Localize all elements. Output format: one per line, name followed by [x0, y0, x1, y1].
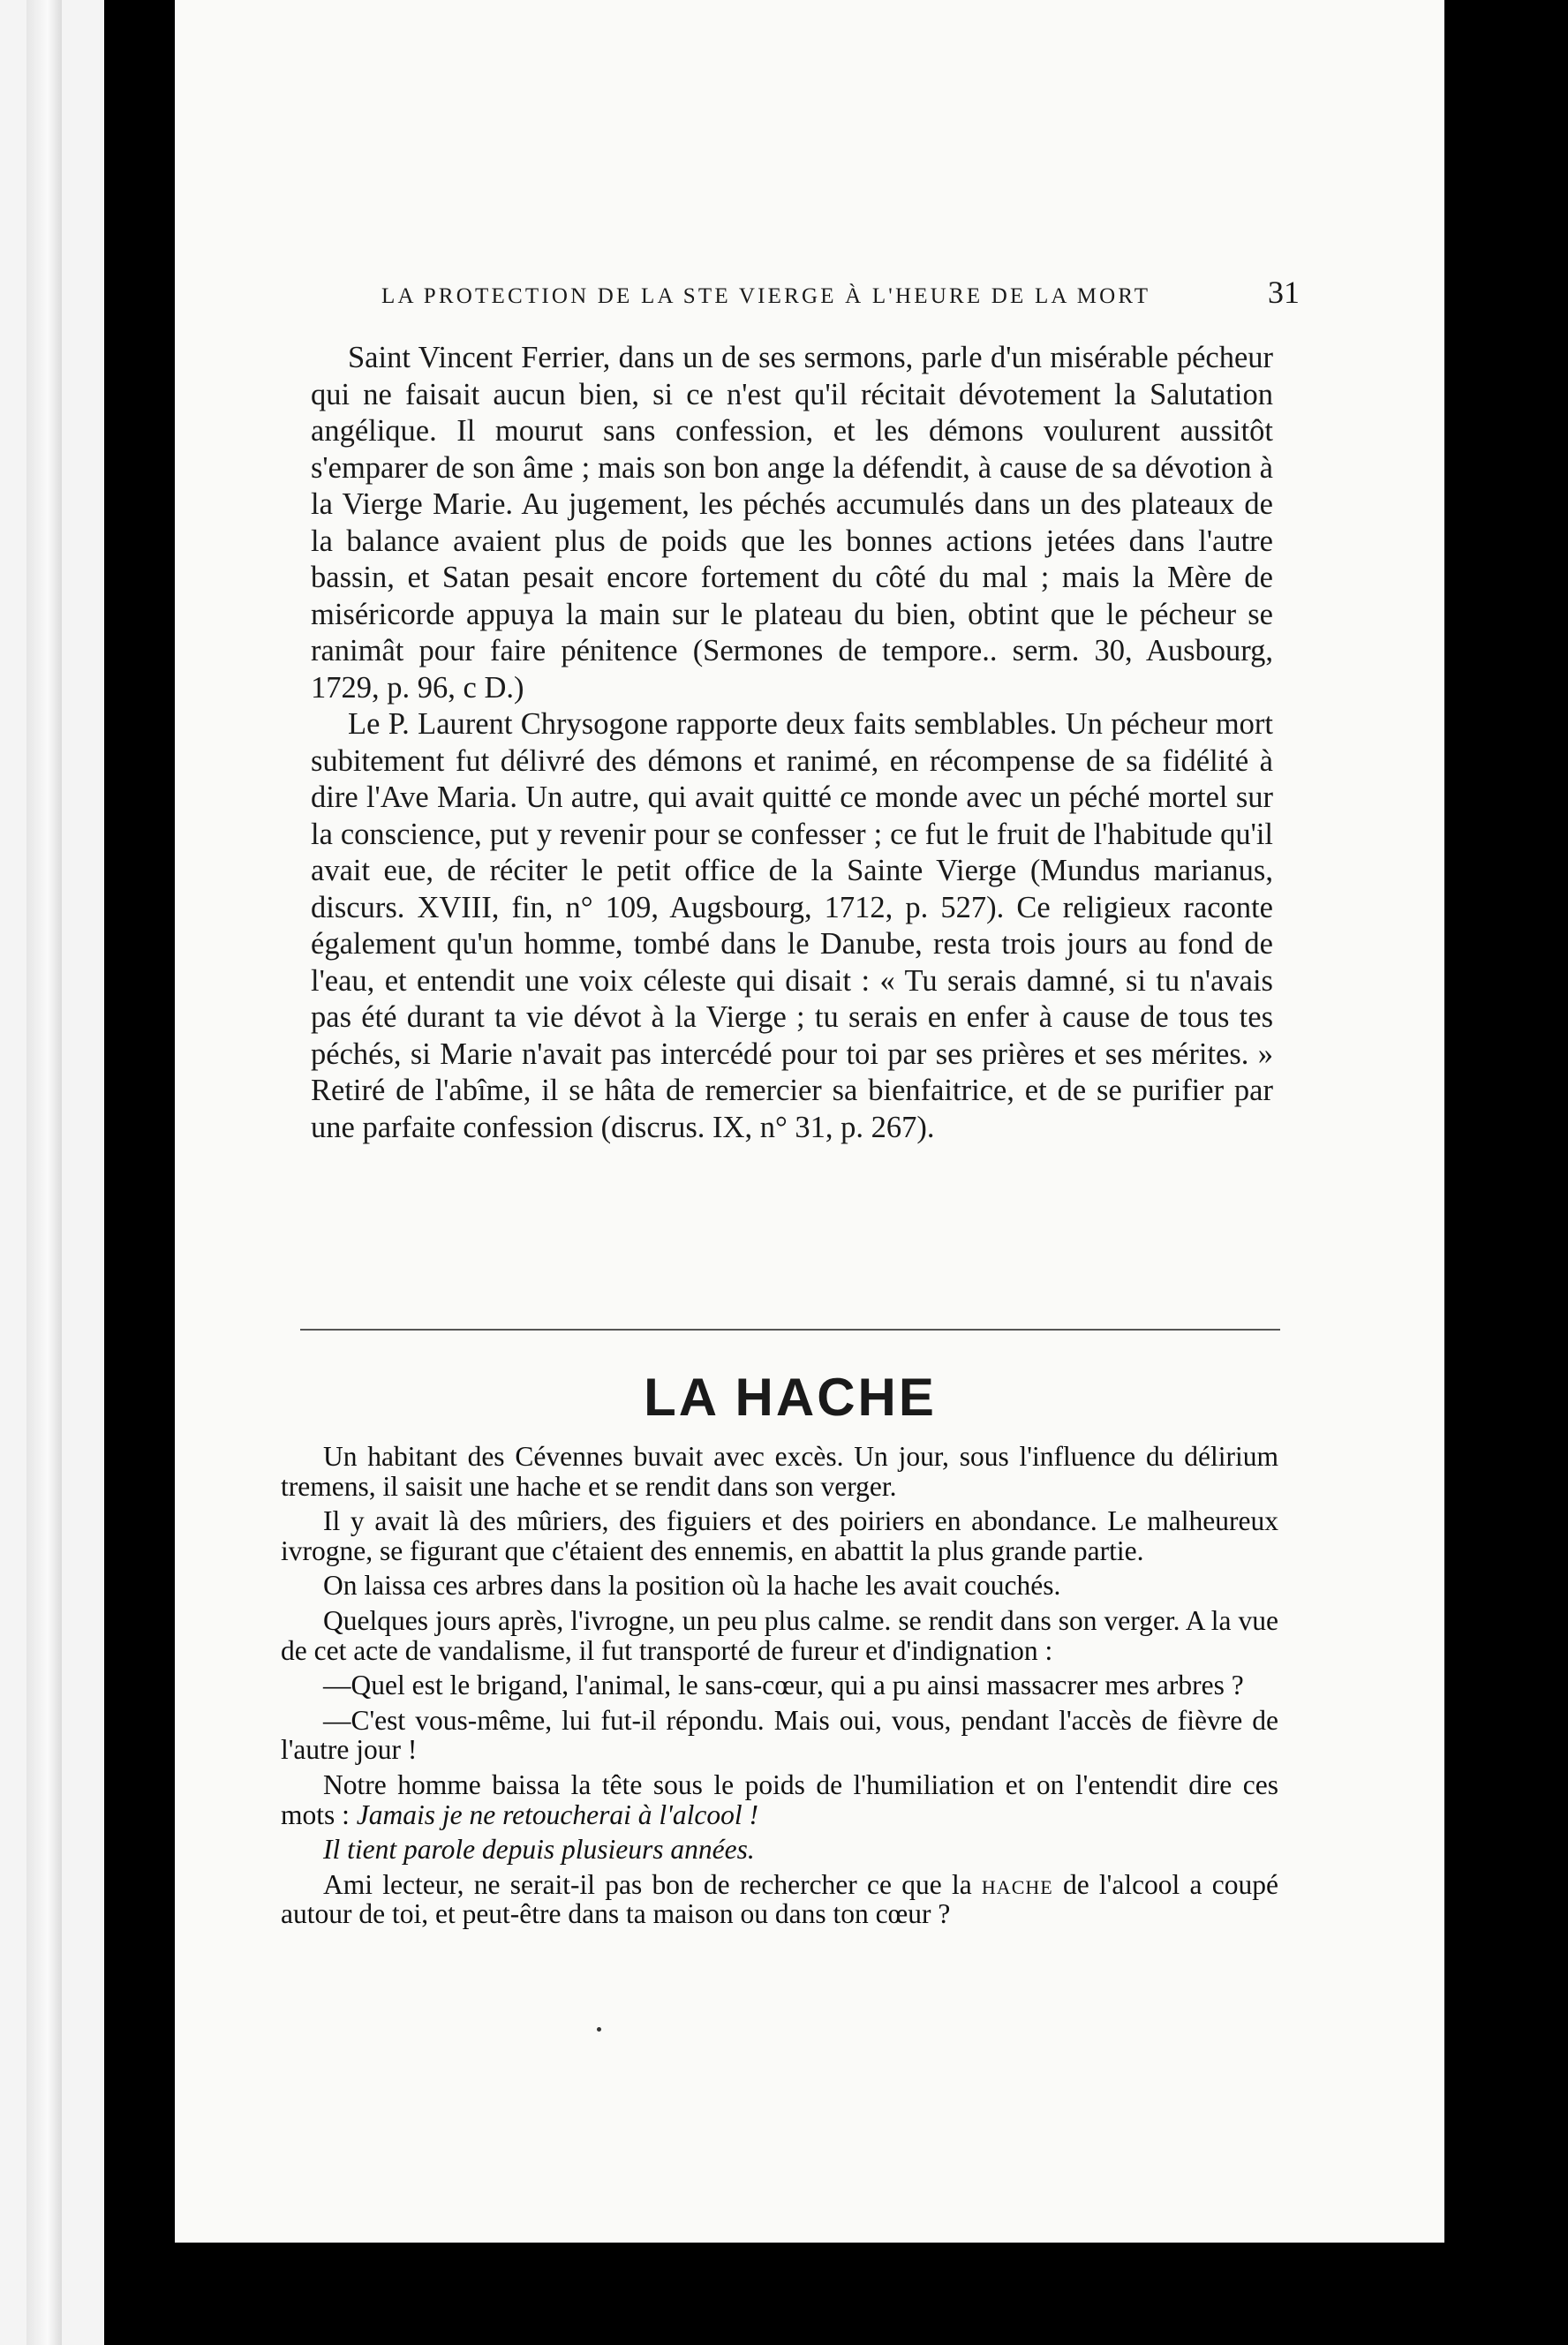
story-paragraph: Il tient parole depuis plusieurs années.	[323, 1834, 755, 1866]
section-title: LA HACHE	[644, 1368, 937, 1427]
page-bottom-shadow	[157, 2243, 1499, 2345]
running-header	[381, 274, 1300, 311]
drunkard-vow-quote: Jamais je ne retoucherai à l'alcool !	[356, 1798, 758, 1830]
story-text: Notre homme baissa la tête sous le poids de l'humiliation et on l'entendit dire ces mots :	[281, 1768, 1278, 1830]
story-text: Ami lecteur, ne serait-il pas bon de rechercher ce que la	[323, 1868, 982, 1900]
hache-small-caps: hache	[981, 1868, 1053, 1900]
story-paragraph	[281, 1870, 1278, 1929]
story-paragraph: —Quel est le brigand, l'animal, le sans-cœur, qui a pu ainsi massacrer mes arbres ?	[323, 1670, 1244, 1701]
story-paragraph	[281, 1770, 1278, 1829]
story-paragraph: —C'est vous-même, lui fut-il répondu. Mais oui, vous, pendant l'accès de fièvre de l'autre jour !	[281, 1704, 1278, 1766]
story-text: de l'alcool a coupé autour de toi, et peut-être dans ta maison ou dans ton cœur ?	[281, 1868, 1278, 1930]
story-paragraph: Il y avait là des mûriers, des figuiers et des poiriers en abondance. Le malheureux ivrogne, se figurant que c'étaient des ennemis, en abattit la plus grande partie.	[281, 1505, 1278, 1566]
page-number: 31	[1268, 275, 1300, 310]
print-speck	[597, 2027, 601, 2032]
story-paragraph: Quelques jours après, l'ivrogne, un peu plus calme. se rendit dans son verger. A la vue de cet acte de vandalisme, il fut transporté de fureur et d'indignation :	[281, 1604, 1278, 1666]
story-la-hache	[281, 1442, 1278, 1934]
section-divider	[300, 1329, 1280, 1331]
book-binding-edge	[26, 0, 62, 2345]
story-paragraph: Un habitant des Cévennes buvait avec excès. Un jour, sous l'influence du délirium tremens, il saisit une hache et se rendit dans son verger.	[281, 1441, 1278, 1502]
story-paragraph: On laissa ces arbres dans la position où la hache les avait couchés.	[323, 1570, 1061, 1602]
paragraph-vincent-ferrier: Saint Vincent Ferrier, dans un de ses sermons, parle d'un misérable pécheur qui ne faisait aucun bien, si ce n'est qu'il récitait dévotement la Salutation angélique. Il mourut sans confession, et les démons voulurent aussitôt s'emparer de son âme ; mais son bon ange la défendit, à cause de sa dévotion à la Vierge Marie. Au jugement, les péchés accumulés dans un des plateaux de la balance avaient plus de poids que les bonnes actions jetées dans l'autre bassin, et Satan pesait encore fortement du côté du mal ; mais la Mère de miséricorde appuya la main sur le plateau du bien, obtint que le pécheur se ranimât pour faire pénitence (Sermones de tempore.. serm. 30, Ausbourg, 1729, p. 96, c D.)	[311, 341, 1273, 705]
running-title: LA PROTECTION DE LA STE VIERGE À L'HEURE DE LA MORT	[381, 284, 1151, 308]
paragraph-chrysogone: Le P. Laurent Chrysogone rapporte deux faits semblables. Un pécheur mort subitement fut délivré des démons et ranimé, en récompense de sa fidélité à dire l'Ave Maria. Un autre, qui avait quitté ce monde avec un péché mortel sur la conscience, put y revenir pour se confesser ; ce fut le fruit de l'habitude qu'il avait eue, de réciter le petit office de la Sainte Vierge (Mundus marianus, discurs. XVIII, fin, n° 109, Augsbourg, 1712, p. 527). Ce religieux raconte également qu'un homme, tombé dans le Danube, resta trois jours au fond de l'eau, et entendit une voix céleste qui disait : « Tu serais damné, si tu n'avais pas été durant ta vie dévot à la Vierge ; tu serais en enfer à cause de tous tes péchés, si Marie n'avait pas intercédé pour toi par ses prières et ses mérites. » Retiré de l'abîme, il se hâta de remercier sa bienfaitrice, et de se purifier par une parfaite confession (discrus. IX, n° 31, p. 267).	[311, 707, 1273, 1144]
adjacent-page-edge	[0, 0, 104, 2345]
main-text	[311, 340, 1273, 1146]
book-gutter	[104, 0, 157, 2345]
